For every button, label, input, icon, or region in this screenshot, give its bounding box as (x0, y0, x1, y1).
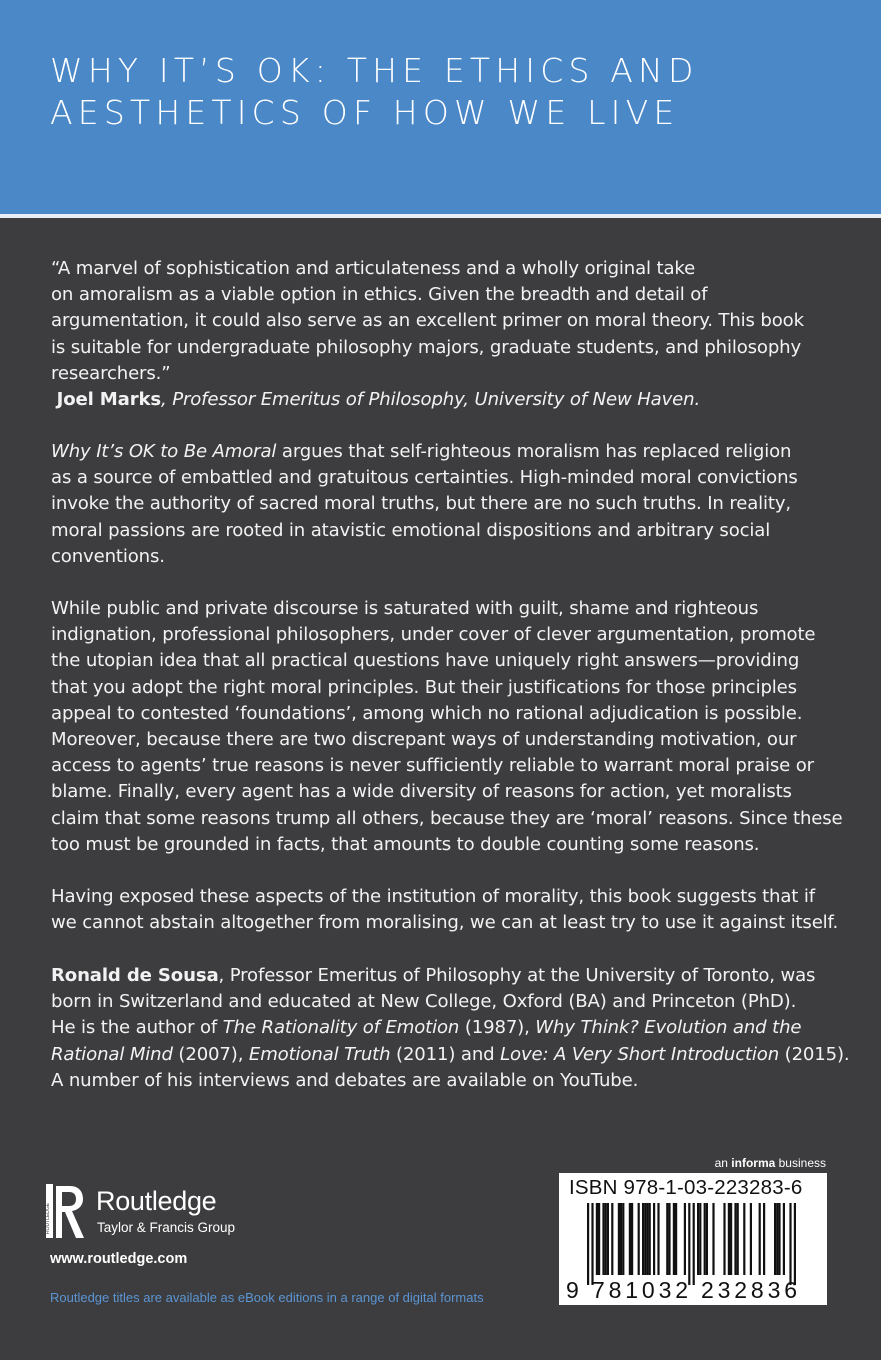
barcode-bar (591, 1203, 593, 1285)
barcode-bar (759, 1203, 761, 1275)
paragraph-line: While public and private discourse is saturated with guilt, shame and righteous (51, 598, 759, 619)
description-paragraph-1 (51, 439, 841, 570)
publisher-group: Taylor & Francis Group (97, 1220, 236, 1235)
barcode-bar (644, 1203, 646, 1275)
paragraph-line: as a source of embattled and gratuitous certainties. High-minded moral convictions (51, 467, 798, 489)
barcode-bar (763, 1203, 765, 1275)
paragraph-text: argues that self-righteous moralism has replaced religion (276, 441, 792, 462)
paragraph-line: conventions. (51, 545, 165, 567)
publisher-name: Routledge (96, 1186, 217, 1216)
description-paragraph-3 (51, 884, 841, 936)
paragraph-line: we cannot abstain altogether from moralising, we can at least try to use it against itself. (51, 912, 839, 934)
publisher-url: www.routledge.com (50, 1251, 188, 1267)
barcode-bar (693, 1203, 695, 1285)
series-header-band (0, 0, 881, 214)
isbn-label: ISBN 978-1-03-223283-6 (569, 1176, 803, 1199)
paragraph-line: blame. Finally, every agent has a wide diversity of reasons for action, yet moralists (51, 781, 792, 803)
barcode-bar (666, 1203, 668, 1275)
barcode-left-digits: 781032 (592, 1277, 688, 1303)
bio-text: , Professor Emeritus of Philosophy at the University of Toronto, was (218, 965, 816, 986)
barcode-bar (675, 1203, 677, 1275)
paragraph-line: moral passions are rooted in atavistic emotional dispositions and arbitrary social (51, 519, 771, 541)
informa-tagline (700, 1156, 826, 1170)
barcode-bar (723, 1203, 725, 1275)
barcode-bar (774, 1203, 776, 1275)
routledge-r-icon (46, 1182, 90, 1242)
barcode-bar (776, 1203, 778, 1275)
barcode-bar (728, 1203, 730, 1275)
series-title (50, 50, 850, 134)
barcode-bar (697, 1203, 699, 1275)
bio-text: He is the author of (51, 1017, 223, 1039)
svg-text:ROUTLEDGE: ROUTLEDGE (45, 1202, 51, 1234)
barcode-bar (684, 1203, 686, 1275)
series-title-line-2: AESTHETICS OF HOW WE LIVE (50, 93, 680, 132)
barcode-bar (598, 1203, 600, 1275)
barcode-bar (789, 1203, 791, 1285)
barcode-bar (706, 1203, 708, 1275)
paragraph-line: the utopian idea that all practical questions have uniquely right answers—providing (51, 650, 800, 672)
barcode-bar (653, 1203, 655, 1275)
barcode-bar (794, 1203, 796, 1285)
barcode-bar (620, 1203, 622, 1275)
bio-text: (1987), (459, 1017, 536, 1039)
author-name: Ronald de Sousa (51, 965, 219, 986)
paragraph-line: invoke the authority of sacred moral truths, but there are no such truths. In reality, (51, 493, 791, 515)
barcode-lead-digit: 9 (566, 1277, 579, 1303)
barcode-bar (642, 1203, 644, 1275)
barcode-bar (611, 1203, 613, 1275)
routledge-logo (46, 1182, 266, 1244)
paragraph-line: too must be grounded in facts, that amounts to double counting some reasons. (51, 833, 760, 855)
book-title-italic: Rational Mind (51, 1043, 173, 1065)
barcode-right-digits: 232836 (701, 1277, 797, 1303)
informa-brand: informa (731, 1156, 776, 1170)
paragraph-line: that you adopt the right moral principles. But their justifications for those principles (51, 676, 797, 698)
bio-line (51, 963, 841, 989)
book-title-italic: The Rationality of Emotion (222, 1017, 460, 1039)
bio-text: (2007), (172, 1043, 249, 1065)
barcode-bar (737, 1203, 739, 1275)
barcode-bar (688, 1203, 690, 1285)
author-bio (51, 963, 850, 1094)
barcode-bar (712, 1203, 714, 1275)
barcode-bar (730, 1203, 732, 1275)
barcode-bar (622, 1203, 624, 1275)
paragraph-line: claim that some reasons trump all others, because they are ‘moral’ reasons. Since these (51, 807, 843, 829)
informa-post: business (775, 1156, 826, 1170)
isbn-barcode (559, 1173, 827, 1305)
barcode-bar (618, 1203, 620, 1275)
barcode-bar (778, 1203, 780, 1275)
barcode-bar (596, 1203, 598, 1275)
bio-text: (2015). (779, 1043, 850, 1065)
book-title-italic: Why It’s OK to Be Amoral (51, 441, 277, 462)
barcode-bar (607, 1203, 609, 1275)
bio-line: A number of his interviews and debates are available on YouTube. (51, 1069, 639, 1091)
attribution-name: Joel Marks (56, 389, 161, 411)
paragraph-line: Having exposed these aspects of the institution of morality, this book suggests that if (51, 886, 815, 907)
barcode-bar (629, 1203, 631, 1275)
paragraph-line: access to agents’ true reasons is never sufficiently reliable to warrant moral praise or (51, 755, 814, 777)
quote-line: “A marvel of sophistication and articulateness and a wholly original take (51, 258, 696, 279)
bio-line (51, 1042, 850, 1068)
bio-text: (2011) and (390, 1043, 501, 1065)
quote-line: researchers.” (51, 362, 171, 384)
barcode-bar (673, 1203, 675, 1275)
attribution-role: , Professor Emeritus of Philosophy, University of New Haven. (161, 389, 701, 411)
quote-line: argumentation, it could also serve as an excellent primer on moral theory. This book (51, 310, 804, 332)
paragraph-line: appeal to contested ‘foundations’, among which no rational adjudication is possible. (51, 702, 803, 724)
barcode-bar (743, 1203, 745, 1275)
paragraph-line: Moreover, because there are two discrepant ways of understanding motivation, our (51, 729, 797, 751)
barcode-bar (602, 1203, 604, 1275)
barcode-bar (750, 1203, 752, 1275)
quote-line: on amoralism as a viable option in ethics. Given the breadth and detail of (51, 284, 708, 306)
ebook-note: Routledge titles are available as eBook editions in a range of digital formats (50, 1290, 484, 1305)
barcode-bar (649, 1203, 651, 1275)
barcode-bar (638, 1203, 640, 1275)
bio-line (51, 1015, 841, 1041)
quote-attribution (51, 387, 841, 413)
quote-line: is suitable for undergraduate philosophy majors, graduate students, and philosophy (51, 336, 802, 358)
barcode-bar (657, 1203, 659, 1275)
paragraph-line: indignation, professional philosophers, under cover of clever argumentation, promote (51, 624, 816, 646)
barcode-bar (668, 1203, 670, 1275)
barcode-bar (734, 1203, 736, 1275)
informa-pre: an (714, 1156, 732, 1170)
barcode-bar (646, 1203, 648, 1275)
bio-line: born in Switzerland and educated at New College, Oxford (BA) and Princeton (PhD). (51, 991, 797, 1013)
endorsement-quote (51, 256, 841, 413)
paragraph-line (51, 439, 841, 465)
description-paragraph-2 (51, 596, 841, 858)
barcode-bar (587, 1203, 589, 1285)
barcode-bar (699, 1203, 701, 1275)
book-title-italic: Emotional Truth (248, 1043, 391, 1065)
barcode-bar (605, 1203, 607, 1275)
barcode-bar (783, 1203, 785, 1275)
series-title-line-1: WHY IT’S OK: THE ETHICS AND (50, 51, 699, 90)
book-title-italic: Why Think? Evolution and the (535, 1017, 802, 1039)
barcode-bar (631, 1203, 633, 1275)
book-title-italic: Love: A Very Short Introduction (500, 1043, 780, 1065)
barcode-bars (559, 1173, 827, 1305)
barcode-bar (704, 1203, 706, 1275)
